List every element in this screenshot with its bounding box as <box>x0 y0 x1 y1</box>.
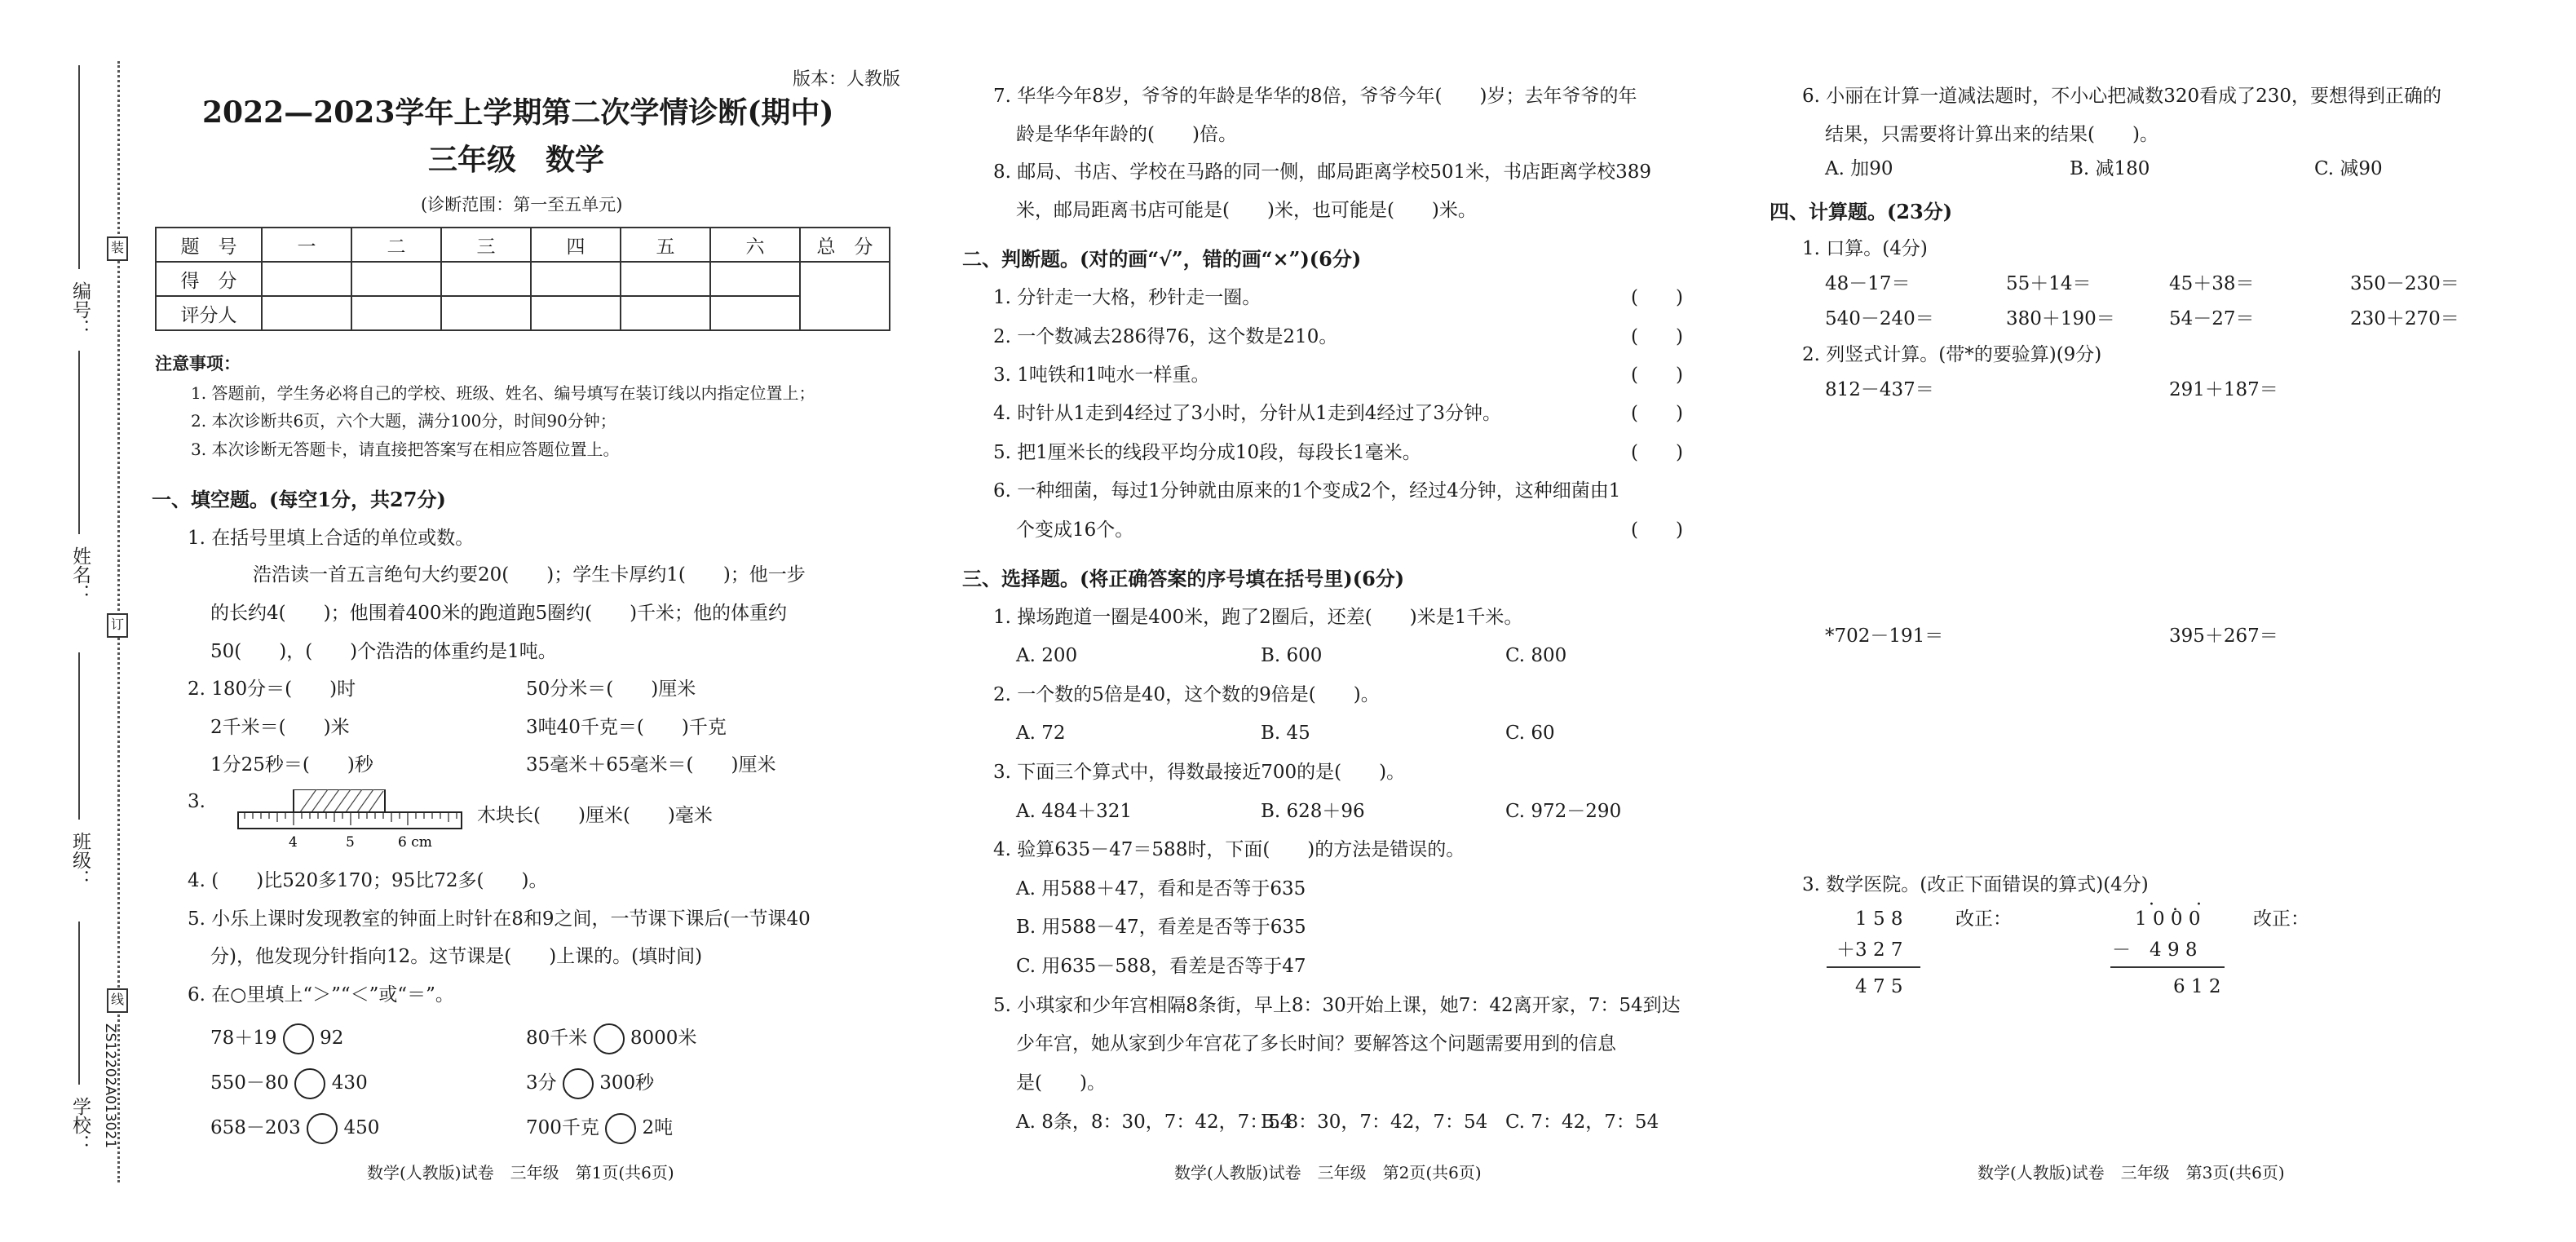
ruler-label-6cm: 6 cm <box>398 834 432 851</box>
hospital2-borrow-dots: ·.· <box>2149 895 2220 915</box>
score-header-6: 六 <box>710 228 800 262</box>
vertical-calc-item: 812－437＝ <box>1825 379 1934 400</box>
choice-q3-c[interactable]: C. 972－290 <box>1505 801 1622 822</box>
score-table <box>155 227 890 331</box>
notice-1: 1. 答题前，学生务必将自己的学校、班级、姓名、编号填写在装订线以内指定位置上； <box>191 383 815 403</box>
compare-item <box>526 1113 673 1144</box>
score-header-4: 四 <box>531 228 621 262</box>
binding-name-line <box>78 351 80 534</box>
judge-answer-box[interactable]: ( ) <box>1631 403 1683 424</box>
compare-item <box>526 1023 696 1054</box>
fill-q4: 4. ( )比520多170；95比72多( )。 <box>188 870 548 891</box>
oral-item: 54－27＝ <box>2169 308 2255 329</box>
choice-q1: 1. 操场跑道一圈是400米，跑了2圈后，还差( )米是1千米。 <box>993 607 1523 628</box>
compare-right: 92 <box>320 1028 344 1049</box>
hospital2-top: 1 0 0 0 <box>2135 908 2201 930</box>
score-cell[interactable] <box>441 262 531 296</box>
choice-q2: 2. 一个数的5倍是40，这个数的9倍是( )。 <box>993 684 1380 705</box>
hospital1-line <box>1827 966 1920 968</box>
grader-cell[interactable] <box>621 296 710 330</box>
notice-3: 3. 本次诊断无答题卡，请直接把答案写在相应答题位置上。 <box>191 440 620 459</box>
score-cell[interactable] <box>621 262 710 296</box>
fill-q5-line2: 分)，他发现分针指向12。这节课是( )上课的。(填时间) <box>210 946 703 967</box>
hospital1-addend: ＋3 2 7 <box>1836 939 1903 961</box>
binding-id-line <box>78 65 80 269</box>
hospital1-top: 1 5 8 <box>1855 908 1903 930</box>
ruler-body <box>238 812 462 829</box>
judge-1: 1. 分针走一大格，秒针走一圈。 <box>993 287 1261 308</box>
fill-q3-text: 木块长( )厘米( )毫米 <box>477 805 713 826</box>
fill-q2-c: 2千米＝( )米 <box>210 717 350 738</box>
choice-q1-b[interactable]: B. 600 <box>1261 645 1323 666</box>
choice-q4-b[interactable]: B. 用588－47，看差是否等于635 <box>1016 917 1306 938</box>
choice-q6-line1: 6. 小丽在计算一道减法题时，不小心把减数320看成了230，要想得到正确的 <box>1802 86 2442 107</box>
choice-q3-a[interactable]: A. 484＋321 <box>1016 801 1133 822</box>
hospital1-result: 4 7 5 <box>1855 976 1903 997</box>
choice-q5-c[interactable]: C. 7：42，7：54 <box>1505 1112 1659 1133</box>
judge-2: 2. 一个数减去286得76，这个数是210。 <box>993 326 1338 347</box>
hospital2-result: 6 1 2 <box>2173 976 2221 997</box>
hospital2-subtrahend: － 4 9 8 <box>2112 939 2198 961</box>
grader-row-label: 评分人 <box>156 296 262 330</box>
judge-4: 4. 时针从1走到4经过了3小时，分针从1走到4经过了3分钟。 <box>993 403 1502 424</box>
score-header-total: 总 分 <box>800 228 890 262</box>
fill-q2-b: 50分米＝( )厘米 <box>526 678 696 700</box>
judge-5: 5. 把1厘米长的线段平均分成10段，每段长1毫米。 <box>993 442 1421 463</box>
ruler-with-block-figure <box>236 789 465 851</box>
vertical-calc-item: 395＋267＝ <box>2169 625 2278 647</box>
fill-q2-e: 1分25秒＝( )秒 <box>210 754 373 776</box>
fill-q1-line1: 浩浩读一首五言绝句大约要20( )；学生卡厚约1( )；他一步 <box>253 564 806 586</box>
binding-mark-ding: 订 <box>107 613 128 638</box>
choice-q2-b[interactable]: B. 45 <box>1261 723 1310 744</box>
section1-title: 一、填空题。(每空1分，共27分) <box>152 488 446 511</box>
grader-cell[interactable] <box>531 296 621 330</box>
compare-left: 700千克 <box>526 1117 599 1138</box>
compare-circle[interactable] <box>307 1113 338 1144</box>
score-cell[interactable] <box>262 262 351 296</box>
oral-item: 45＋38＝ <box>2169 273 2255 294</box>
compare-left: 658－203 <box>210 1117 301 1138</box>
choice-q4: 4. 验算635－47＝588时，下面( )的方法是错误的。 <box>993 839 1465 860</box>
compare-circle[interactable] <box>283 1023 314 1054</box>
fill-q5-line1: 5. 小乐上课时发现教室的钟面上时针在8和9之间，一节课下课后(一节课40 <box>188 908 811 930</box>
choice-q6-b[interactable]: B. 减180 <box>2070 158 2150 179</box>
score-header-1: 一 <box>262 228 351 262</box>
section3-title: 三、选择题。(将正确答案的序号填在括号里)(6分) <box>962 567 1405 590</box>
notice-title: 注意事项： <box>155 353 241 373</box>
oral-title: 1. 口算。(4分) <box>1802 238 1928 259</box>
binding-label-school: 学校： <box>69 1097 91 1153</box>
score-cell[interactable] <box>710 262 800 296</box>
judge-answer-box[interactable]: ( ) <box>1631 442 1683 463</box>
binding-class-line <box>78 652 80 820</box>
choice-q5-line1: 5. 小琪家和少年宫相隔8条街，早上8：30开始上课，她7：42离开家，7：54到达 <box>993 995 1681 1016</box>
oral-item: 350－230＝ <box>2350 273 2459 294</box>
binding-label-name: 姓名： <box>69 546 91 603</box>
compare-right: 2吨 <box>642 1117 674 1138</box>
score-cell[interactable] <box>351 262 441 296</box>
choice-q6-c[interactable]: C. 减90 <box>2314 158 2383 179</box>
judge-answer-box[interactable]: ( ) <box>1631 326 1683 347</box>
choice-q6-a[interactable]: A. 加90 <box>1825 158 1893 179</box>
choice-q4-a[interactable]: A. 用588＋47，看和是否等于635 <box>1016 878 1306 899</box>
compare-item <box>210 1068 368 1099</box>
judge-answer-box[interactable]: ( ) <box>1631 519 1683 541</box>
exam-subtitle: 三年级 数学 <box>428 143 605 177</box>
fill-q1-line2: 的长约4( )；他围着400米的跑道跑5圈约( )千米；他的体重约 <box>210 603 788 624</box>
compare-item <box>210 1113 379 1144</box>
page3-footer: 数学(人教版)试卷 三年级 第3页(共6页) <box>1977 1163 2285 1182</box>
notice-2: 2. 本次诊断共6页，六个大题，满分100分，时间90分钟； <box>191 411 616 431</box>
vertical-calc-title: 2. 列竖式计算。(带*的要验算)(9分) <box>1802 344 2102 365</box>
fill-q8-line1: 8. 邮局、书店、学校在马路的同一侧，邮局距离学校501米，书店距离学校389 <box>993 161 1652 183</box>
hospital2-fix-label: 改正： <box>2253 908 2309 930</box>
choice-q5-line2: 少年宫，她从家到少年宫花了多长时间？要解答这个问题需要用到的信息 <box>1016 1033 1616 1054</box>
choice-q1-a[interactable]: A. 200 <box>1016 645 1078 666</box>
oral-item: 380＋190＝ <box>2006 308 2115 329</box>
score-header-3: 三 <box>441 228 531 262</box>
binding-mark-zhuang: 装 <box>107 236 128 261</box>
binding-code: ZS12202A013021 <box>102 1023 118 1149</box>
compare-right: 430 <box>331 1072 368 1094</box>
total-score-cell[interactable] <box>800 262 890 330</box>
judge-6-line2: 个变成16个。 <box>1016 519 1134 541</box>
score-header-label: 题 号 <box>156 228 262 262</box>
compare-left: 3分 <box>526 1072 557 1094</box>
choice-q5-line3: 是( )。 <box>1016 1072 1106 1094</box>
vertical-calc-item: 291＋187＝ <box>2169 379 2278 400</box>
choice-q2-c[interactable]: C. 60 <box>1505 723 1555 744</box>
fill-q1: 1. 在括号里填上合适的单位或数。 <box>188 528 475 549</box>
compare-right: 300秒 <box>599 1072 655 1094</box>
judge-answer-box[interactable]: ( ) <box>1631 365 1683 386</box>
judge-6: 6. 一种细菌，每过1分钟就由原来的1个变成2个，经过4分钟，这种细菌由1 <box>993 480 1621 502</box>
compare-left: 78＋19 <box>210 1028 277 1049</box>
vertical-calc-item: *702－191＝ <box>1825 625 1944 647</box>
section2-title: 二、判断题。(对的画“√”，错的画“×”)(6分) <box>962 247 1362 271</box>
choice-q5-b[interactable]: B. 8：30，7：42，7：54 <box>1261 1112 1488 1133</box>
choice-q3-b[interactable]: B. 628＋96 <box>1261 801 1365 822</box>
oral-item: 55＋14＝ <box>2006 273 2092 294</box>
choice-q3: 3. 下面三个算式中，得数最接近700的是( )。 <box>993 762 1406 783</box>
binding-mark-xian: 线 <box>107 988 128 1013</box>
version-label: 版本：人教版 <box>793 69 901 90</box>
oral-item: 540－240＝ <box>1825 308 1934 329</box>
binding-label-class: 班级： <box>69 832 91 888</box>
oral-item: 230＋270＝ <box>2350 308 2459 329</box>
grader-cell[interactable] <box>262 296 351 330</box>
fill-q3-number: 3. <box>188 791 205 812</box>
fill-q1-line3: 50( )，( )个浩浩的体重约是1吨。 <box>210 641 557 662</box>
fill-q8-line2: 米，邮局距离书店可能是( )米，也可能是( )米。 <box>1016 200 1477 221</box>
section4-title: 四、计算题。(23分) <box>1770 200 1953 223</box>
fill-q2-a: 2. 180分＝( )时 <box>188 678 356 700</box>
math-hospital-title: 3. 数学医院。(改正下面错误的算式)(4分) <box>1802 874 2149 895</box>
choice-q2-a[interactable]: A. 72 <box>1016 723 1066 744</box>
ruler-label-5: 5 <box>346 834 355 851</box>
compare-item <box>210 1023 343 1054</box>
choice-q5-a[interactable]: A. 8条，8：30，7：42，7：54 <box>1016 1112 1292 1133</box>
page1-footer: 数学(人教版)试卷 三年级 第1页(共6页) <box>367 1163 674 1182</box>
oral-item: 48－17＝ <box>1825 273 1911 294</box>
choice-q4-c[interactable]: C. 用635－588，看差是否等于47 <box>1016 956 1306 977</box>
exam-title: 2022—2023学年上学期第二次学情诊断(期中) <box>202 95 834 130</box>
binding-school-line <box>78 922 80 1085</box>
compare-right: 450 <box>343 1117 380 1138</box>
score-header-5: 五 <box>621 228 710 262</box>
judge-3: 3. 1吨铁和1吨水一样重。 <box>993 365 1210 386</box>
grader-cell[interactable] <box>441 296 531 330</box>
grader-cell[interactable] <box>351 296 441 330</box>
compare-circle[interactable] <box>294 1068 325 1099</box>
binding-label-id: 编号： <box>69 281 91 338</box>
compare-circle[interactable] <box>563 1068 594 1099</box>
score-header-2: 二 <box>351 228 441 262</box>
exam-scope: (诊断范围：第一至五单元) <box>421 195 623 214</box>
compare-item <box>526 1068 654 1099</box>
fill-q2-d: 3吨40千克＝( )千克 <box>526 717 727 738</box>
choice-q1-c[interactable]: C. 800 <box>1505 645 1567 666</box>
score-row-label: 得 分 <box>156 262 262 296</box>
compare-left: 550－80 <box>210 1072 289 1094</box>
page2-footer: 数学(人教版)试卷 三年级 第2页(共6页) <box>1174 1163 1482 1182</box>
score-cell[interactable] <box>531 262 621 296</box>
ruler-label-4: 4 <box>289 834 298 851</box>
judge-answer-box[interactable]: ( ) <box>1631 287 1683 308</box>
choice-q6-line2: 结果，只需要将计算出来的结果( )。 <box>1825 124 2158 145</box>
compare-left: 80千米 <box>526 1028 588 1049</box>
fill-q7-line1: 7. 华华今年8岁，爷爷的年龄是华华的8倍，爷爷今年( )岁；去年爷爷的年 <box>993 86 1637 107</box>
compare-right: 8000米 <box>630 1028 697 1049</box>
grader-cell[interactable] <box>710 296 800 330</box>
hospital1-fix-label: 改正： <box>1955 908 2012 930</box>
fill-q6: 6. 在○里填上“＞”“＜”或“＝”。 <box>188 984 454 1006</box>
compare-circle[interactable] <box>594 1023 625 1054</box>
compare-circle[interactable] <box>605 1113 636 1144</box>
hospital2-line <box>2110 966 2225 968</box>
fill-q2-f: 35毫米＋65毫米＝( )厘米 <box>526 754 776 776</box>
fill-q7-line2: 龄是华华年龄的( )倍。 <box>1016 124 1237 145</box>
